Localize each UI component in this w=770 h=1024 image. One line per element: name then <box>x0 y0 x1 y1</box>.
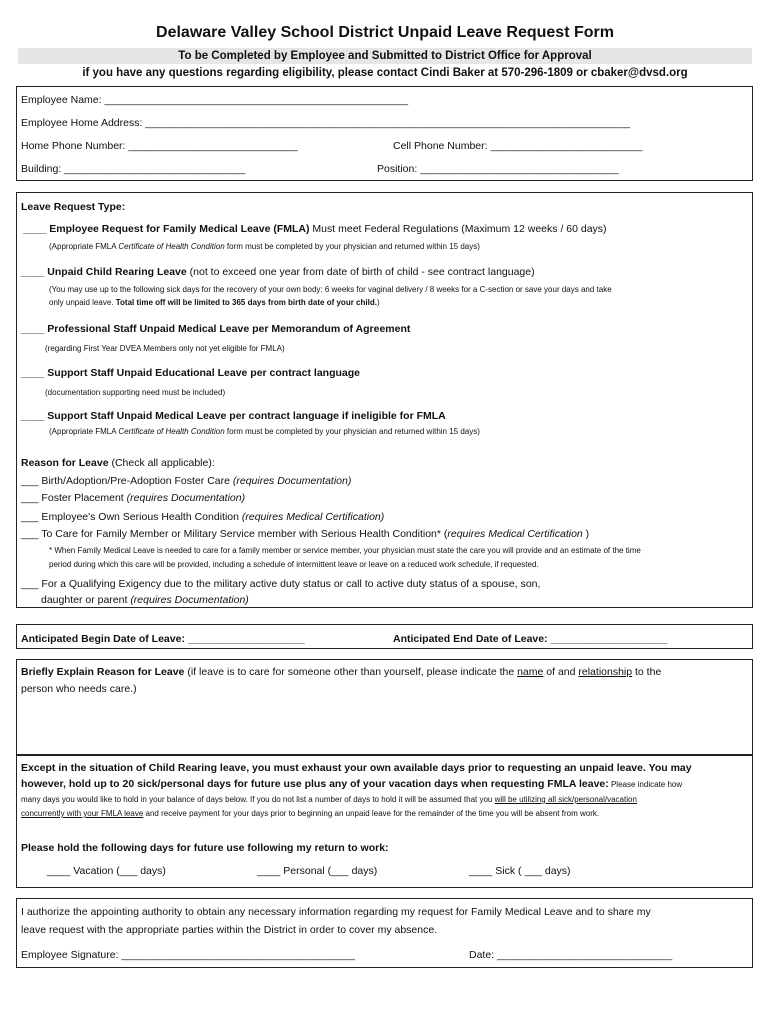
exhaust-line-3: many days you would like to hold in your balance of days below. If you do not list a number of days to hold it will be assumed that you will be utilizing all sick/personal/vacation <box>21 795 637 804</box>
exhaust-line-4: concurrently with your FMLA leave and receive payment for your days prior to beginning an unpaid leave for the remainder of the time you will be absent from work. <box>21 809 600 818</box>
authorization-line-1: I authorize the appointing authority to obtain any necessary information regarding my request for Family Medical Leave and to share my <box>21 906 651 918</box>
reason-foster-placement[interactable]: ___ Foster Placement (requires Documentation) <box>21 492 246 504</box>
form-subtitle: To be Completed by Employee and Submitted to District Office for Approval <box>18 48 752 64</box>
authorization-section <box>16 898 753 968</box>
hold-days-heading: Please hold the following days for future use following my return to work: <box>21 842 389 854</box>
explain-reason-section[interactable] <box>16 659 753 755</box>
employee-signature-field[interactable]: Employee Signature: ________________________________________ <box>21 949 355 961</box>
fmla-label: Employee Request for Family Medical Leave (FMLA) <box>49 223 310 235</box>
reason-birth-adoption[interactable]: ___ Birth/Adoption/Pre-Adoption Foster Care (requires Documentation) <box>21 475 352 487</box>
support-educational-note: (documentation supporting need must be included) <box>45 388 226 397</box>
reason-military-exigency-cont: daughter or parent (requires Documentation) <box>41 594 249 606</box>
authorization-line-2: leave request with the appropriate parties within the District in order to cover my absence. <box>21 924 438 936</box>
position-field[interactable]: Position: __________________________________ <box>377 163 619 175</box>
hold-days-section <box>16 755 753 888</box>
employee-name-field[interactable]: Employee Name: ____________________________________________________ <box>21 94 409 106</box>
support-medical-option[interactable]: ____ Support Staff Unpaid Medical Leave per contract language if ineligible for FMLA <box>21 410 446 422</box>
child-label: Unpaid Child Rearing Leave <box>47 266 187 278</box>
personal-days-field[interactable]: ____ Personal (___ days) <box>257 865 378 877</box>
employee-address-field[interactable]: Employee Home Address: ___________________________________________________________________________________ <box>21 117 630 129</box>
begin-date-field[interactable]: Anticipated Begin Date of Leave: ____________________ <box>21 633 305 645</box>
sick-days-field[interactable]: ____ Sick ( ___ days) <box>469 865 571 877</box>
fmla-rest: Must meet Federal Regulations (Maximum 12 weeks / 60 days) <box>309 223 607 235</box>
reason-military-exigency[interactable]: ___ For a Qualifying Exigency due to the military active duty status or call to active duty status of a spouse, son, <box>21 578 541 590</box>
signature-date-field[interactable]: Date: ______________________________ <box>469 949 673 961</box>
explain-reason-prompt: Briefly Explain Reason for Leave (if leave is to care for someone other than yourself, please indicate the name of and relationship to the <box>21 666 662 678</box>
fmla-option[interactable] <box>23 223 607 235</box>
contact-line: if you have any questions regarding eligibility, please contact Cindi Baker at 570-296-1809 or cbaker@dvsd.org <box>82 67 688 79</box>
dates-section <box>16 624 753 649</box>
family-care-note-1: * When Family Medical Leave is needed to care for a family member or service member, your physician must state the care you will provide and an estimate of the time <box>49 546 641 555</box>
child-rest: (not to exceed one year from date of birth of child - see contract language) <box>186 266 535 278</box>
reason-own-health[interactable]: ___ Employee's Own Serious Health Condition (requires Medical Certification) <box>21 511 385 523</box>
fmla-note: (Appropriate FMLA Certificate of Health Condition form must be completed by your physician and returned within 15 days) <box>49 242 480 251</box>
vacation-days-field[interactable]: ____ Vacation (___ days) <box>47 865 166 877</box>
support-educational-option[interactable]: ____ Support Staff Unpaid Educational Leave per contract language <box>21 367 360 379</box>
employee-info-section <box>16 86 753 181</box>
support-medical-note: (Appropriate FMLA Certificate of Health Condition form must be completed by your physician and returned within 15 days) <box>49 427 480 436</box>
professional-staff-option[interactable]: ____ Professional Staff Unpaid Medical Leave per Memorandum of Agreement <box>21 323 411 335</box>
child-rearing-option[interactable] <box>21 266 535 278</box>
fmla-blank: ____ <box>23 223 47 235</box>
end-date-field[interactable]: Anticipated End Date of Leave: ____________________ <box>393 633 668 645</box>
building-field[interactable]: Building: _______________________________ <box>21 163 246 175</box>
exhaust-line-2: however, hold up to 20 sick/personal days for future use plus any of your vacation days when requesting FMLA leave: Please indicate how <box>21 778 683 790</box>
exhaust-line-1: Except in the situation of Child Rearing leave, you must exhaust your own available days prior to requesting an unpaid leave. You may <box>21 762 692 774</box>
child-note-1: (You may use up to the following sick days for the recovery of your own body: 6 weeks for vaginal delivery / 8 weeks for a C-section or save your days and take <box>49 285 612 294</box>
reason-heading: Reason for Leave (Check all applicable): <box>21 457 215 469</box>
professional-staff-note: (regarding First Year DVEA Members only not yet eligible for FMLA) <box>45 344 285 353</box>
family-care-note-2: period during which this care will be provided, including a schedule of intermittent leave or leave on a reduced work schedule, if requested. <box>49 560 539 569</box>
form-title: Delaware Valley School District Unpaid Leave Request Form <box>156 24 614 41</box>
reason-family-care[interactable]: ___ To Care for Family Member or Military Service member with Serious Health Condition* (requires Medical Certification ) <box>21 528 590 540</box>
cell-phone-field[interactable]: Cell Phone Number: __________________________ <box>393 140 643 152</box>
child-blank: ____ <box>21 266 45 278</box>
leave-request-section <box>16 192 753 608</box>
leave-type-heading: Leave Request Type: <box>21 201 126 213</box>
home-phone-field[interactable]: Home Phone Number: _____________________________ <box>21 140 298 152</box>
explain-reason-prompt-cont: person who needs care.) <box>21 683 137 695</box>
child-note-2: only unpaid leave. Total time off will be limited to 365 days from birth date of your child.) <box>49 298 380 307</box>
